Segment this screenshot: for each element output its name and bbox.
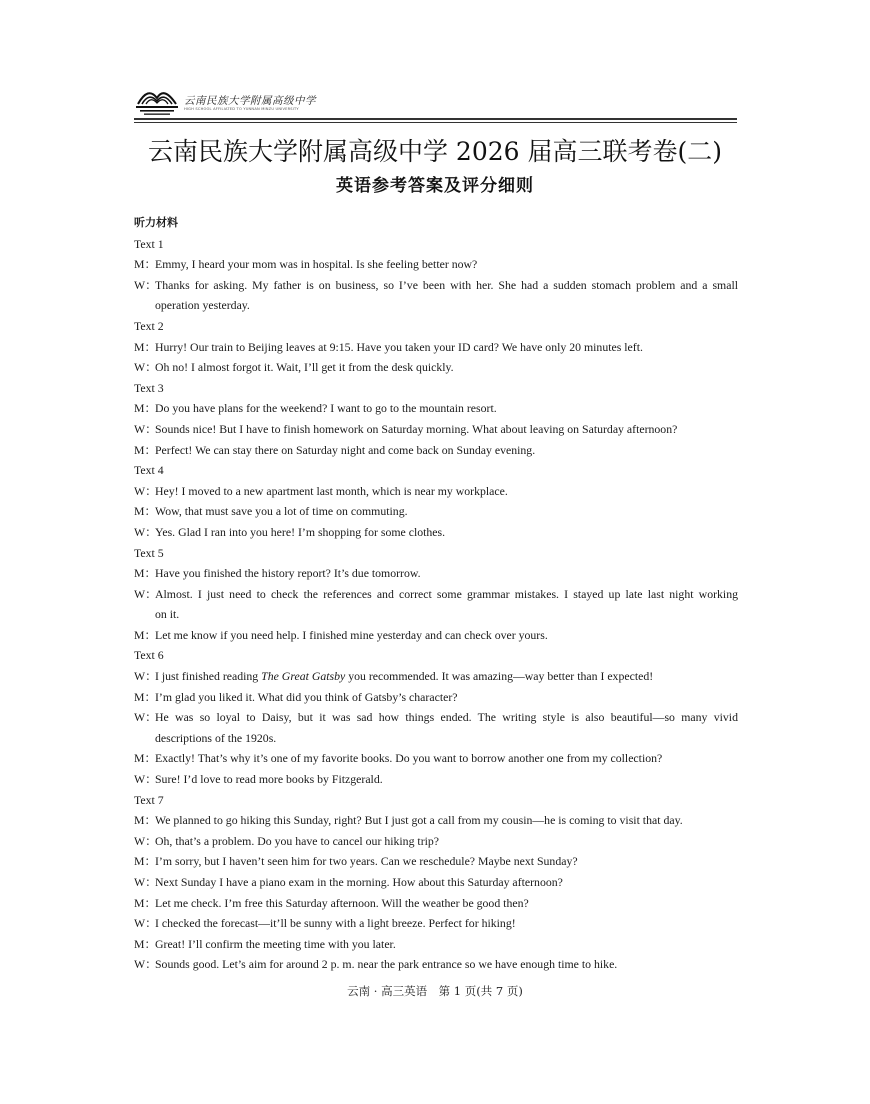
text-label: Text 7 [134, 792, 164, 807]
text-label: Text 5 [134, 545, 164, 560]
utterance-text: Great! I’ll confirm the meeting time with you later. [155, 936, 396, 951]
speaker-label: M： [134, 566, 157, 581]
header-rule-thick [134, 118, 737, 120]
speaker-label: W： [134, 483, 157, 498]
page-footer: 云南 · 高三英语 第 1 页(共 7 页) [347, 984, 523, 998]
utterance-text: I checked the forecast—it’ll be sunny with a light breeze. Perfect for hiking! [155, 916, 516, 931]
speaker-label: W： [134, 772, 157, 787]
dialogue-line [134, 954, 738, 975]
dialogue-line [134, 254, 738, 275]
speaker-label: M： [134, 689, 157, 704]
utterance-text: Sounds good. Let’s aim for around 2 p. m. near the park entrance so we have enough time to hike. [155, 957, 618, 972]
utterance-text: He was so loyal to Daisy, but it was sad how things ended. The writing style is also beautiful—so many vivid [155, 710, 738, 725]
utterance-text: Exactly! That’s why it’s one of my favorite books. Do you want to borrow another one from my collection? [155, 751, 663, 766]
speaker-label: W： [134, 916, 157, 931]
dialogue-line [134, 481, 738, 502]
utterance-text: Wow, that must save you a lot of time on commuting. [155, 504, 408, 519]
book-title: The Great Gatsby [261, 669, 346, 684]
speaker-label: M： [134, 339, 157, 354]
utterance-prefix: I just finished reading [155, 669, 262, 684]
utterance-text: Sounds nice! But I have to finish homework on Saturday morning. What about leaving on Saturday afternoon? [155, 421, 678, 436]
speaker-label: W： [134, 421, 157, 436]
utterance-continuation: descriptions of the 1920s. [155, 730, 277, 745]
speaker-label: M： [134, 813, 157, 828]
speaker-label: W： [134, 875, 157, 889]
speaker-label: W： [134, 360, 157, 375]
dialogue-line [134, 810, 738, 831]
speaker-label: W： [134, 524, 157, 539]
utterance-text: Perfect! We can stay there on Saturday night and come back on Sunday evening. [155, 442, 536, 457]
dialogue-line [134, 934, 738, 955]
dialogue-line [134, 357, 738, 378]
utterance-text: We planned to go hiking this Sunday, right? But I just got a call from my cousin—he is coming to visit that day. [155, 813, 683, 828]
dialogue-line [134, 893, 738, 914]
dialogue-line [134, 769, 738, 790]
logo-school-name: 云南民族大学附属高级中学 [184, 95, 316, 107]
speaker-label: W： [134, 669, 157, 684]
document-title: 云南民族大学附属高级中学 2026 届高三联考卷(二) [147, 137, 723, 166]
dialogue-line [134, 687, 738, 708]
dialogue-line [134, 748, 738, 769]
utterance-text: Next Sunday I have a piano exam in the morning. How about this Saturday afternoon? [155, 875, 563, 889]
speaker-label: M： [134, 257, 157, 272]
speaker-label: W： [134, 710, 157, 725]
dialogue-line [134, 522, 738, 543]
speaker-label: M： [134, 936, 157, 951]
speaker-label: M： [134, 854, 157, 869]
utterance-text: I’m sorry, but I haven’t seen him for two years. Can we reschedule? Maybe next Sunday? [155, 854, 578, 869]
logo-school-subtitle: HIGH SCHOOL AFFILIATED TO YUNNAN MINZU UNIVERSITY [184, 107, 299, 111]
dialogue-line [134, 913, 738, 934]
utterance-text: Oh no! I almost forgot it. Wait, I’ll get it from the desk quickly. [155, 360, 454, 375]
text-label: Text 3 [134, 380, 164, 395]
utterance-text: Emmy, I heard your mom was in hospital. Is she feeling better now? [155, 257, 478, 272]
dialogue-line [134, 419, 738, 440]
dialogue-line [134, 625, 738, 646]
text-label: Text 4 [134, 463, 164, 478]
section-heading: 听力材料 [134, 216, 178, 229]
school-emblem-icon [134, 84, 180, 118]
utterance-text: I’m glad you liked it. What did you think of Gatsby’s character? [155, 689, 458, 704]
dialogue-line [134, 584, 738, 605]
utterance-text [155, 666, 653, 687]
speaker-label: M： [134, 751, 157, 766]
speaker-label: W： [134, 277, 157, 292]
speaker-label: M： [134, 442, 157, 457]
school-logo [134, 84, 434, 118]
utterance-text: Let me check. I’m free this Saturday afternoon. Will the weather be good then? [155, 895, 529, 910]
dialogue-line [134, 563, 738, 584]
listening-material [134, 213, 738, 975]
dialogue-line [134, 337, 738, 358]
dialogue-line [134, 851, 738, 872]
dialogue-line [134, 831, 738, 852]
utterance-continuation: on it. [155, 607, 180, 622]
utterance-text: Have you finished the history report? It’s due tomorrow. [155, 566, 421, 581]
utterance-text: Do you have plans for the weekend? I want to go to the mountain resort. [155, 401, 497, 416]
speaker-label: M： [134, 895, 157, 910]
text-label: Text 6 [134, 648, 164, 663]
text-label: Text 1 [134, 236, 164, 251]
utterance-text: Yes. Glad I ran into you here! I’m shopping for some clothes. [155, 524, 446, 539]
utterance-text: Thanks for asking. My father is on business, so I’ve been with her. She had a sudden stomach problem and a small [155, 277, 738, 292]
utterance-text: Hurry! Our train to Beijing leaves at 9:15. Have you taken your ID card? We have only 20 minutes left. [155, 339, 643, 354]
dialogue-line [134, 872, 738, 893]
utterance-text: Oh, that’s a problem. Do you have to cancel our hiking trip? [155, 833, 440, 848]
dialogue-line [134, 707, 738, 728]
dialogue-line [134, 275, 738, 296]
speaker-label: W： [134, 957, 157, 972]
utterance-text: Let me know if you need help. I finished mine yesterday and can check over yours. [155, 627, 548, 642]
utterance-text: Almost. I just need to check the references and correct some grammar mistakes. I stayed up late last night working [155, 586, 738, 601]
speaker-label: M： [134, 627, 157, 642]
header-rule-thin [134, 122, 737, 123]
utterance-continuation: operation yesterday. [155, 298, 250, 313]
dialogue-line [134, 501, 738, 522]
text-label: Text 2 [134, 318, 164, 333]
utterance-rest: you recommended. It was amazing—way better than I expected! [345, 669, 654, 684]
document-subtitle: 英语参考答案及评分细则 [336, 176, 534, 196]
utterance-text: Sure! I’d love to read more books by Fitzgerald. [155, 772, 383, 787]
speaker-label: W： [134, 586, 157, 601]
dialogue-line [134, 440, 738, 461]
dialogue-line [134, 398, 738, 419]
speaker-label: M： [134, 401, 157, 416]
dialogue-line [134, 666, 738, 687]
speaker-label: W： [134, 833, 157, 848]
utterance-text: Hey! I moved to a new apartment last month, which is near my workplace. [155, 483, 508, 498]
speaker-label: M： [134, 504, 157, 519]
